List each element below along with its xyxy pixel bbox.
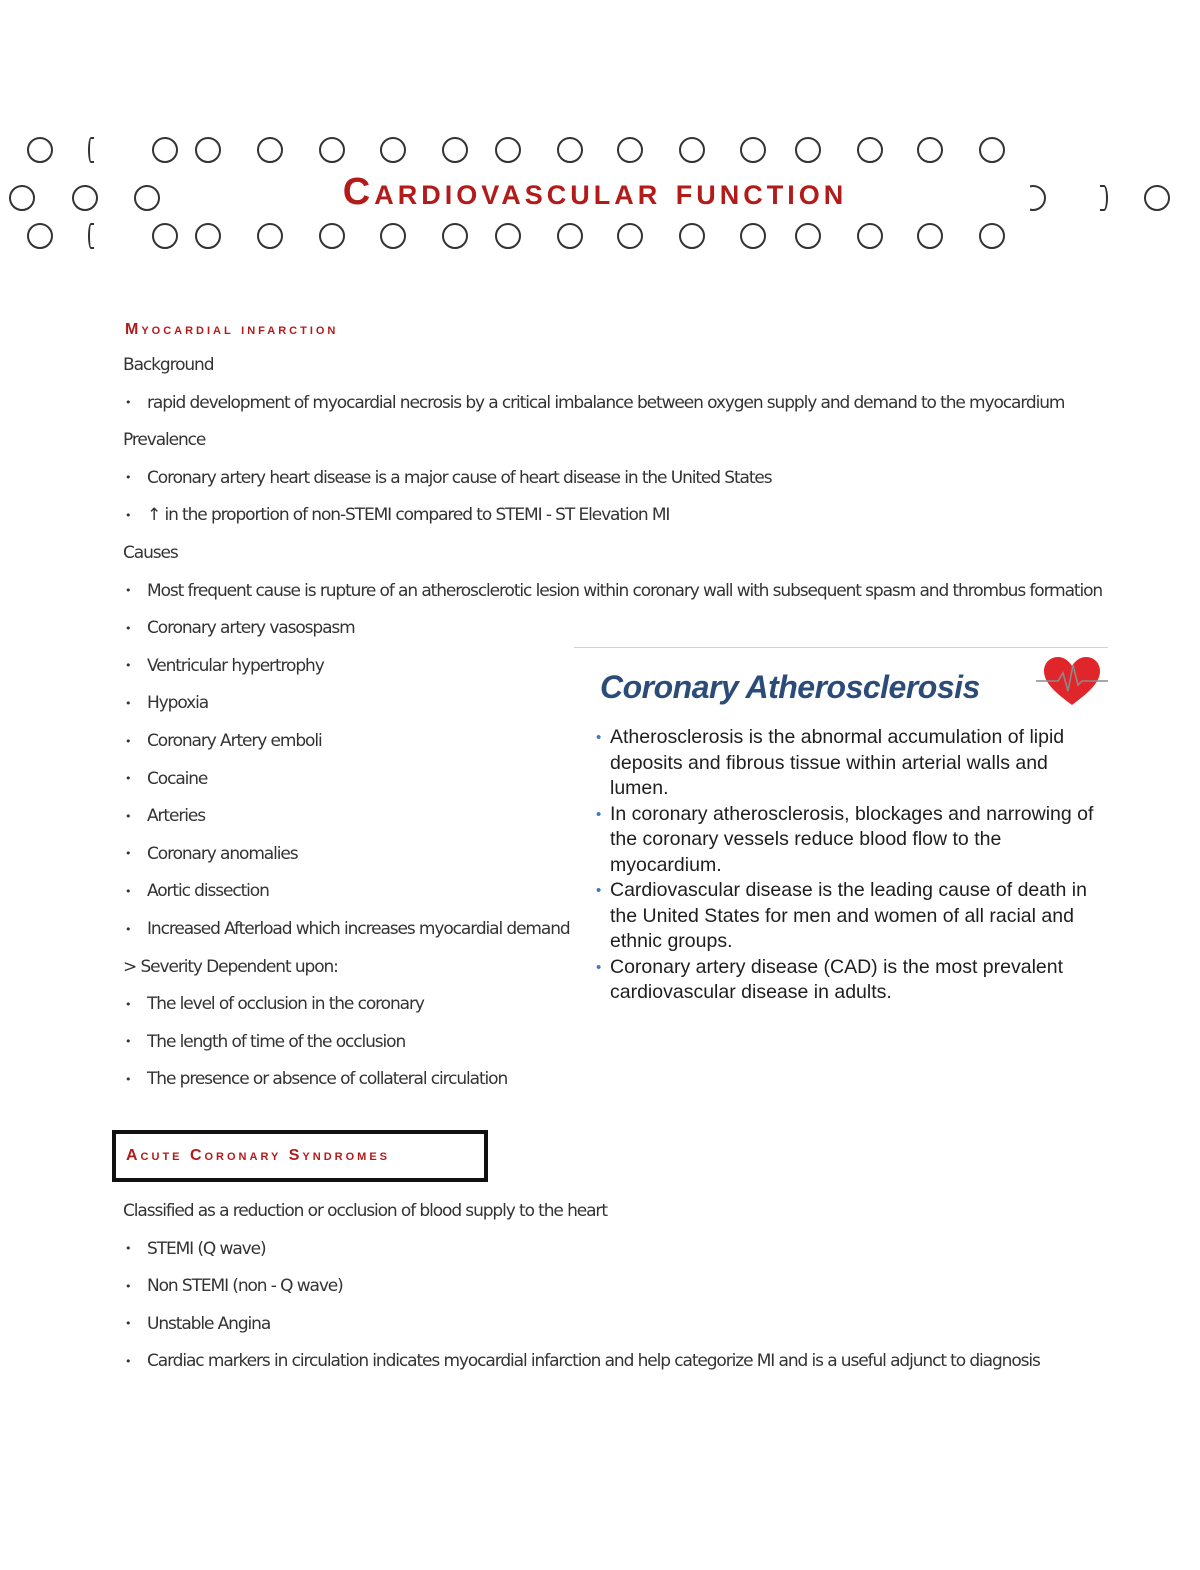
bullet-glyph: • xyxy=(125,1242,131,1256)
decorative-circle xyxy=(917,223,943,249)
decorative-circle xyxy=(380,137,406,163)
decorative-circle xyxy=(134,185,160,211)
line-text: Coronary Artery emboli xyxy=(147,731,322,751)
bullet-item xyxy=(125,1239,266,1259)
line-text: ↑ in the proportion of non-STEMI compared to STEMI - ST Elevation MI xyxy=(147,505,670,526)
cad-bullet-item: • In coronary atherosclerosis, blockages and narrowing of the coronary vessels reduce blood flow to the myocardium. xyxy=(596,802,1106,879)
section-heading-acute-coronary-syndromes: Acute Coronary Syndromes xyxy=(126,1147,390,1164)
decorative-circle xyxy=(257,137,283,163)
decorative-circle xyxy=(857,137,883,163)
coronary-atherosclerosis-bullets xyxy=(596,725,1106,1006)
line-text: Hypoxia xyxy=(147,693,209,714)
decorative-circle xyxy=(495,223,521,249)
section-heading-myocardial-infarction: Myocardial infarction xyxy=(125,321,339,338)
bullet-item xyxy=(125,1032,405,1052)
decorative-circle xyxy=(617,137,643,163)
decorative-circle xyxy=(27,223,53,249)
line-text: Cocaine xyxy=(147,768,208,789)
bullet-glyph: • xyxy=(125,659,131,673)
decorative-circle xyxy=(857,223,883,249)
decorative-circle-row-top xyxy=(0,137,1200,167)
bullet-glyph: • xyxy=(125,1317,131,1331)
decorative-circle xyxy=(795,223,821,249)
decorative-circle xyxy=(195,137,221,163)
decorative-circle xyxy=(195,223,221,249)
bullet-glyph: • xyxy=(125,1354,131,1368)
bullet-glyph: • xyxy=(125,696,131,710)
decorative-circle xyxy=(152,137,178,163)
decorative-circle xyxy=(257,223,283,249)
bullet-item xyxy=(125,731,322,751)
decorative-circle xyxy=(617,223,643,249)
decorative-circle-row-bottom xyxy=(0,223,1200,253)
bullet-glyph: • xyxy=(125,1072,131,1086)
bullet-item xyxy=(125,393,1064,413)
subheading-line xyxy=(123,1201,607,1221)
decorative-circle xyxy=(740,223,766,249)
cad-bullet-item: • Cardiovascular disease is the leading cause of death in the United States for men and women of all racial and ethnic groups. xyxy=(596,878,1106,955)
decorative-circle xyxy=(442,223,468,249)
bullet-item xyxy=(125,881,269,901)
decorative-circle xyxy=(679,137,705,163)
bullet-glyph: • xyxy=(125,922,131,936)
line-text: Increased Afterload which increases myocardial demand xyxy=(147,919,570,939)
line-text: Coronary artery vasospasm xyxy=(147,618,355,639)
decorative-circle xyxy=(557,223,583,249)
decorative-circle xyxy=(795,137,821,163)
decorative-circle-partial xyxy=(88,223,94,249)
decorative-circle xyxy=(27,137,53,163)
coronary-atherosclerosis-panel xyxy=(574,645,1110,1015)
bullet-item xyxy=(125,994,424,1014)
line-text: Prevalence xyxy=(123,430,206,451)
line-text: The presence or absence of collateral circulation xyxy=(147,1069,508,1090)
heart-ecg-icon xyxy=(1036,651,1108,711)
page-header xyxy=(0,125,1200,260)
bullet-glyph: • xyxy=(125,772,131,786)
line-text: STEMI (Q wave) xyxy=(147,1238,266,1259)
decorative-circle xyxy=(442,137,468,163)
line-text: Ventricular hypertrophy xyxy=(147,655,324,676)
line-text: Background xyxy=(123,355,214,375)
line-text: Arteries xyxy=(147,806,205,827)
decorative-circle xyxy=(380,223,406,249)
bullet-glyph: • xyxy=(125,997,131,1011)
bullet-glyph: • xyxy=(125,621,131,635)
bullet-glyph: • xyxy=(125,884,131,898)
coronary-atherosclerosis-title: Coronary Atherosclerosis xyxy=(600,669,980,705)
subheading-line xyxy=(123,957,338,977)
line-text: Causes xyxy=(123,543,178,563)
decorative-circle xyxy=(319,137,345,163)
cad-bullet-item: • Coronary artery disease (CAD) is the most prevalent cardiovascular disease in adults. xyxy=(596,955,1106,1006)
bullet-item xyxy=(125,1351,1040,1371)
line-text: > Severity Dependent upon: xyxy=(123,956,338,977)
bullet-item xyxy=(125,919,570,939)
bullet-glyph: • xyxy=(125,1035,131,1049)
line-text: Coronary anomalies xyxy=(147,843,298,864)
bullet-item xyxy=(125,1314,270,1334)
bullet-item xyxy=(125,656,324,676)
acute-coronary-syndromes-box xyxy=(112,1130,488,1182)
line-text: Unstable Angina xyxy=(147,1313,271,1334)
bullet-glyph: • xyxy=(125,584,131,598)
line-text: rapid development of myocardial necrosis by a critical imbalance between oxygen supply and demand to the myocardium xyxy=(147,392,1065,413)
cad-bullet-item: • Atherosclerosis is the abnormal accumulation of lipid deposits and fibrous tissue within arterial walls and lumen. xyxy=(596,725,1106,802)
line-text: Aortic dissection xyxy=(147,881,269,902)
line-text: Classified as a reduction or occlusion of blood supply to the heart xyxy=(123,1201,607,1221)
line-text: Cardiac markers in circulation indicates myocardial infarction and help categorize MI and is a useful adjunct to diagnosis xyxy=(147,1351,1040,1372)
decorative-circle xyxy=(9,185,35,211)
bullet-item xyxy=(125,844,297,864)
decorative-circle xyxy=(557,137,583,163)
line-text: The length of time of the occlusion xyxy=(147,1031,406,1052)
bullet-glyph: • xyxy=(125,471,131,485)
bullet-item xyxy=(125,693,208,713)
line-text: Non STEMI (non - Q wave) xyxy=(147,1276,343,1297)
decorative-circle xyxy=(152,223,178,249)
line-text: The level of occlusion in the coronary xyxy=(147,994,424,1015)
bullet-glyph: • xyxy=(125,396,131,410)
bullet-item xyxy=(125,618,355,638)
decorative-circle xyxy=(740,137,766,163)
bullet-item xyxy=(125,769,207,789)
bullet-glyph: • xyxy=(125,809,131,823)
line-text: Most frequent cause is rupture of an atherosclerotic lesion within coronary wall with subsequent spasm and thrombus formation xyxy=(147,580,1103,601)
bullet-item xyxy=(125,1276,343,1296)
bullet-glyph: • xyxy=(125,734,131,748)
bullet-glyph: • xyxy=(125,1279,131,1293)
bullet-glyph: • xyxy=(125,508,131,522)
bullet-item xyxy=(125,806,205,826)
subheading-line xyxy=(123,430,205,450)
bullet-item xyxy=(125,581,1102,601)
decorative-circle-partial xyxy=(88,137,94,163)
panel-divider xyxy=(574,647,1108,648)
bullet-item xyxy=(125,1069,507,1089)
bullet-item xyxy=(125,468,772,488)
subheading-line xyxy=(123,543,178,563)
bullet-item xyxy=(125,505,669,525)
subheading-line xyxy=(123,355,213,375)
decorative-circle xyxy=(917,137,943,163)
line-text: Coronary artery heart disease is a major cause of heart disease in the United States xyxy=(147,467,772,488)
decorative-circle xyxy=(979,223,1005,249)
decorative-circle xyxy=(495,137,521,163)
decorative-circle-partial xyxy=(1100,185,1108,211)
page-title: Cardiovascular function xyxy=(160,167,1030,217)
decorative-circle xyxy=(679,223,705,249)
decorative-circle xyxy=(72,185,98,211)
decorative-circle xyxy=(979,137,1005,163)
decorative-circle xyxy=(1144,185,1170,211)
decorative-circle xyxy=(319,223,345,249)
bullet-glyph: • xyxy=(125,847,131,861)
